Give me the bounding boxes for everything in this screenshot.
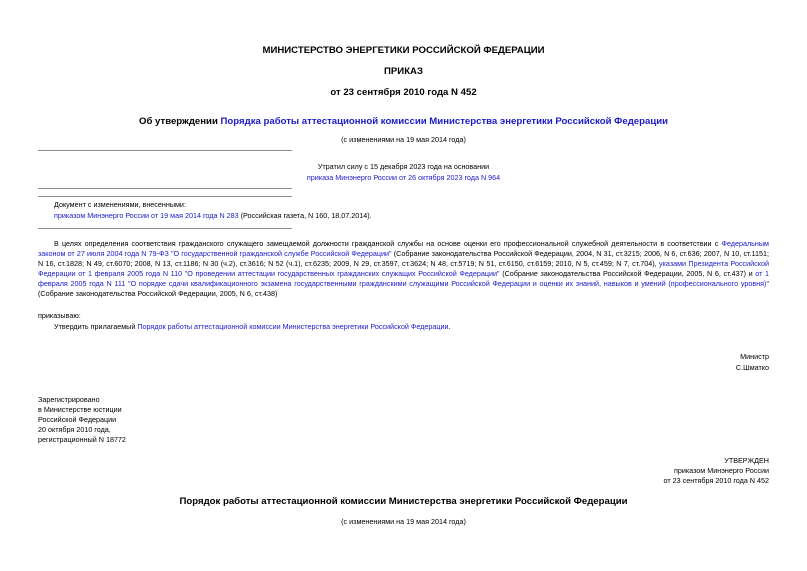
decree-111-link[interactable]: от 1 февраля 2005 года N 111 "О порядке сдачи квалификационного экзамена государственными гражданскими служащими Российской Федерации и оценки их знаний, навыков и умений (профессионального уровня)"	[38, 269, 770, 288]
presidential-decree-link[interactable]: указами Президента Российской Федерации от 1 февраля 2005 года N 110 "О проведении аттестации государственных гражданских служащих Российской Федерации"	[38, 259, 769, 278]
status-line: Утратил силу с 15 декабря 2023 года на основании	[317, 162, 490, 171]
approve-text: Утвердить прилагаемый	[54, 322, 138, 331]
approval-line: приказом Минэнерго России	[673, 466, 769, 475]
document-title	[0, 116, 807, 127]
divider-line	[38, 228, 292, 229]
registration-line: 20 октября 2010 года,	[38, 425, 111, 434]
registration-line: регистрационный N 18772	[38, 435, 126, 444]
status-link-line	[0, 173, 807, 183]
changes-line	[54, 211, 372, 221]
registration-line: Российской Федерации	[38, 415, 117, 424]
procedure-title: Порядок работы аттестационной комиссии Министерства энергетики Российской Федерации	[179, 496, 628, 507]
title-link[interactable]: Порядка работы аттестационной комиссии Министерства энергетики Российской Федерации	[220, 116, 669, 127]
divider-line	[38, 188, 292, 189]
divider-line	[38, 150, 292, 151]
title-prefix: Об утверждении	[138, 116, 221, 127]
ministry-heading: МИНИСТЕРСТВО ЭНЕРГЕТИКИ РОССИЙСКОЙ ФЕДЕРАЦИИ	[262, 45, 545, 56]
order-word: приказываю:	[38, 311, 81, 320]
repeal-order-link[interactable]: приказа Минэнерго России от 26 октября 2023 года N 964	[306, 173, 501, 182]
preamble-paragraph	[38, 239, 769, 299]
approval-block	[500, 456, 769, 486]
amendment-note: (с изменениями на 19 мая 2014 года)	[341, 135, 466, 144]
federal-law-link[interactable]: Федеральным законом от 27 июля 2004 года N 79-ФЗ "О государственной гражданской службе Российской Федерации"	[38, 239, 769, 258]
order-type-heading: ПРИКАЗ	[384, 66, 423, 77]
registration-line: Зарегистрировано	[38, 395, 100, 404]
procedure-amendment-note: (с изменениями на 19 мая 2014 года)	[341, 517, 466, 526]
preamble-text: В целях определения соответствия гражданского служащего замещаемой должности гражданской службы на основе оценки его профессиональной служебной деятельности в соответствии с	[54, 239, 722, 248]
preamble-text: (Собрание законодательства Российской Федерации, 2005, N 6, ст.438)	[38, 289, 278, 298]
approval-line: УТВЕРЖДЕН	[724, 456, 769, 465]
approval-line: от 23 сентября 2010 года N 452	[663, 476, 769, 485]
registration-block	[38, 395, 126, 445]
approve-line: Утвердить прилагаемый Порядок работы аттестационной комиссии Министерства энергетики Российской Федерации.	[54, 322, 451, 331]
preamble-text: (Собрание законодательства Российской Федерации, 2004, N 31, ст.3215; 2006, N 6, ст.636; 2007, N 10, ст.1151; N 16, ст.1828; N 49, ст.6070; 2008, N 13, ст.1186; N 30 (ч.2), ст.3616; N 52 (ч.1), ст.6235; 2009, N 29, ст.3597, ст.3624; N 48, ст.5719; N 51, ст.6150, ст.6159; 2010, N 5, ст.459; N 7, ст.704),	[38, 249, 769, 268]
signature-position: Министр	[740, 352, 769, 361]
signature-name: С.Шматко	[735, 363, 769, 372]
preamble-text: (Собрание законодательства Российской Федерации, 2005, N 6, ст.437) и	[499, 269, 756, 278]
changes-order-link[interactable]: приказом Минэнерго России от 19 мая 2014 года N 283	[54, 211, 239, 220]
procedure-link[interactable]: Порядок работы аттестационной комиссии Министерства энергетики Российской Федерации	[137, 322, 449, 331]
changes-label: Документ с изменениями, внесенными:	[54, 200, 186, 209]
registration-line: в Министерстве юстиции	[38, 405, 122, 414]
divider-line	[38, 196, 292, 197]
changes-suffix: (Российская газета, N 160, 18.07.2014).	[238, 211, 372, 220]
order-date-heading: от 23 сентября 2010 года N 452	[330, 87, 477, 98]
